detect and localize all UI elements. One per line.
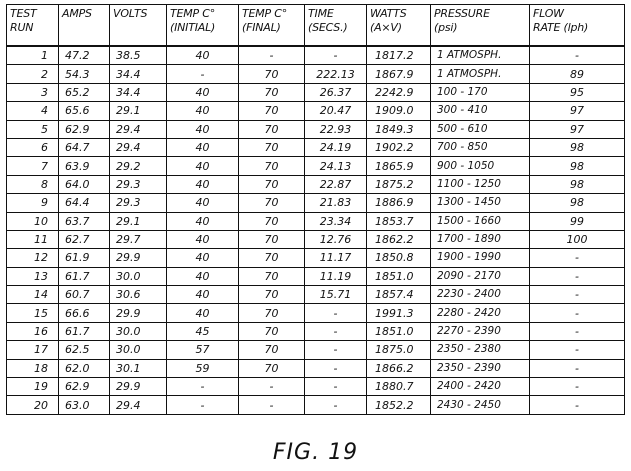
- cell-pressure: 2430 - 2450: [431, 396, 530, 414]
- table-row: [7, 83, 625, 101]
- cell-time: 24.13: [305, 157, 367, 175]
- cell-temp-initial: 40: [167, 249, 239, 267]
- cell-flow-rate: 98: [530, 138, 625, 156]
- cell-flow-rate: 98: [530, 175, 625, 193]
- cell-flow-rate: 95: [530, 83, 625, 101]
- cell-temp-final: 70: [239, 83, 305, 101]
- cell-temp-initial: 57: [167, 341, 239, 359]
- cell-temp-initial: -: [167, 396, 239, 414]
- cell-pressure: 2350 - 2390: [431, 359, 530, 377]
- cell-temp-initial: 40: [167, 46, 239, 65]
- cell-volts: 34.4: [110, 83, 167, 101]
- cell-test-run: 15: [7, 304, 59, 322]
- cell-temp-initial: 40: [167, 120, 239, 138]
- cell-temp-final: 70: [239, 65, 305, 83]
- cell-time: -: [305, 359, 367, 377]
- cell-watts: 1875.0: [367, 341, 431, 359]
- cell-time: 23.34: [305, 212, 367, 230]
- cell-flow-rate: -: [530, 304, 625, 322]
- cell-amps: 65.2: [59, 83, 110, 101]
- header-volts: [110, 5, 167, 47]
- cell-flow-rate: -: [530, 341, 625, 359]
- cell-test-run: 1: [7, 46, 59, 65]
- header-amps: [59, 5, 110, 47]
- header-amps-line1: AMPS: [62, 7, 92, 20]
- cell-amps: 64.0: [59, 175, 110, 193]
- cell-amps: 63.0: [59, 396, 110, 414]
- cell-watts: 1852.2: [367, 396, 431, 414]
- cell-volts: 30.0: [110, 322, 167, 340]
- figure-caption: FIG. 19: [272, 440, 359, 465]
- header-flow-rate-line2: RATE (lph): [533, 21, 589, 34]
- header-time-line1: TIME: [308, 7, 334, 20]
- cell-amps: 62.9: [59, 378, 110, 396]
- header-time: [305, 5, 367, 47]
- cell-volts: 29.4: [110, 120, 167, 138]
- cell-time: -: [305, 396, 367, 414]
- cell-temp-final: 70: [239, 304, 305, 322]
- header-pressure: [431, 5, 530, 47]
- cell-pressure: 2350 - 2380: [431, 341, 530, 359]
- cell-pressure: 1300 - 1450: [431, 194, 530, 212]
- header-test-run: [7, 5, 59, 47]
- cell-amps: 61.7: [59, 322, 110, 340]
- cell-amps: 61.7: [59, 267, 110, 285]
- cell-volts: 30.0: [110, 341, 167, 359]
- cell-flow-rate: 98: [530, 194, 625, 212]
- table-row: [7, 341, 625, 359]
- cell-flow-rate: 99: [530, 212, 625, 230]
- cell-temp-initial: -: [167, 378, 239, 396]
- cell-temp-final: 70: [239, 120, 305, 138]
- cell-temp-final: 70: [239, 249, 305, 267]
- cell-time: 222.13: [305, 65, 367, 83]
- header-watts-line1: WATTS: [370, 7, 407, 20]
- cell-temp-initial: 40: [167, 138, 239, 156]
- cell-temp-final: 70: [239, 157, 305, 175]
- cell-test-run: 7: [7, 157, 59, 175]
- header-temp-initial-line2: (INITIAL): [170, 21, 216, 34]
- cell-test-run: 11: [7, 230, 59, 248]
- table-row: [7, 359, 625, 377]
- cell-watts: 2242.9: [367, 83, 431, 101]
- cell-temp-final: -: [239, 378, 305, 396]
- header-pressure-line1: PRESSURE: [434, 7, 490, 20]
- cell-flow-rate: -: [530, 267, 625, 285]
- cell-test-run: 20: [7, 396, 59, 414]
- cell-pressure: 1 ATMOSPH.: [431, 65, 530, 83]
- cell-temp-final: 70: [239, 230, 305, 248]
- table-row: [7, 396, 625, 414]
- cell-temp-initial: 40: [167, 175, 239, 193]
- header-temp-initial-line1: TEMP C°: [170, 7, 216, 20]
- cell-volts: 30.1: [110, 359, 167, 377]
- cell-temp-initial: 40: [167, 194, 239, 212]
- cell-flow-rate: 89: [530, 65, 625, 83]
- cell-watts: 1817.2: [367, 46, 431, 65]
- table-row: [7, 249, 625, 267]
- cell-watts: 1865.9: [367, 157, 431, 175]
- cell-time: 24.19: [305, 138, 367, 156]
- cell-test-run: 19: [7, 378, 59, 396]
- table-row: [7, 46, 625, 65]
- cell-watts: 1886.9: [367, 194, 431, 212]
- cell-time: 26.37: [305, 83, 367, 101]
- cell-test-run: 4: [7, 102, 59, 120]
- cell-flow-rate: -: [530, 396, 625, 414]
- cell-temp-initial: 40: [167, 212, 239, 230]
- table-body: [7, 46, 625, 414]
- cell-pressure: 2230 - 2400: [431, 286, 530, 304]
- table-row: [7, 267, 625, 285]
- cell-temp-final: 70: [239, 175, 305, 193]
- cell-volts: 34.4: [110, 65, 167, 83]
- cell-volts: 29.4: [110, 138, 167, 156]
- cell-time: 12.76: [305, 230, 367, 248]
- table-row: [7, 378, 625, 396]
- cell-flow-rate: -: [530, 286, 625, 304]
- cell-flow-rate: 97: [530, 102, 625, 120]
- cell-watts: 1851.0: [367, 322, 431, 340]
- header-temp-initial: [167, 5, 239, 47]
- table-row: [7, 65, 625, 83]
- cell-amps: 54.3: [59, 65, 110, 83]
- header-test-run-line2: RUN: [10, 21, 34, 34]
- cell-time: -: [305, 46, 367, 65]
- cell-pressure: 2090 - 2170: [431, 267, 530, 285]
- cell-watts: 1866.2: [367, 359, 431, 377]
- cell-temp-final: 70: [239, 194, 305, 212]
- cell-temp-initial: 40: [167, 267, 239, 285]
- cell-flow-rate: -: [530, 359, 625, 377]
- cell-volts: 29.9: [110, 304, 167, 322]
- cell-pressure: 2400 - 2420: [431, 378, 530, 396]
- cell-test-run: 13: [7, 267, 59, 285]
- cell-watts: 1880.7: [367, 378, 431, 396]
- cell-test-run: 16: [7, 322, 59, 340]
- cell-pressure: 1 ATMOSPH.: [431, 46, 530, 65]
- header-watts: [367, 5, 431, 47]
- cell-temp-final: -: [239, 396, 305, 414]
- cell-pressure: 1500 - 1660: [431, 212, 530, 230]
- table-row: [7, 102, 625, 120]
- cell-test-run: 5: [7, 120, 59, 138]
- cell-flow-rate: 100: [530, 230, 625, 248]
- header-flow-rate-line1: FLOW: [533, 7, 564, 20]
- cell-volts: 29.4: [110, 396, 167, 414]
- cell-flow-rate: -: [530, 322, 625, 340]
- cell-temp-initial: -: [167, 65, 239, 83]
- cell-test-run: 2: [7, 65, 59, 83]
- cell-volts: 30.6: [110, 286, 167, 304]
- cell-amps: 62.7: [59, 230, 110, 248]
- table-row: [7, 157, 625, 175]
- cell-temp-final: 70: [239, 359, 305, 377]
- cell-volts: 29.3: [110, 175, 167, 193]
- cell-watts: 1875.2: [367, 175, 431, 193]
- cell-time: -: [305, 341, 367, 359]
- cell-temp-initial: 40: [167, 102, 239, 120]
- cell-flow-rate: -: [530, 46, 625, 65]
- cell-test-run: 14: [7, 286, 59, 304]
- cell-time: 11.17: [305, 249, 367, 267]
- cell-pressure: 2270 - 2390: [431, 322, 530, 340]
- cell-flow-rate: -: [530, 249, 625, 267]
- cell-flow-rate: -: [530, 378, 625, 396]
- cell-time: 20.47: [305, 102, 367, 120]
- cell-amps: 47.2: [59, 46, 110, 65]
- cell-time: 21.83: [305, 194, 367, 212]
- cell-temp-final: 70: [239, 341, 305, 359]
- cell-amps: 61.9: [59, 249, 110, 267]
- cell-test-run: 10: [7, 212, 59, 230]
- cell-temp-initial: 59: [167, 359, 239, 377]
- cell-test-run: 6: [7, 138, 59, 156]
- header-temp-final-line1: TEMP C°: [242, 7, 288, 20]
- cell-temp-initial: 40: [167, 286, 239, 304]
- cell-time: -: [305, 322, 367, 340]
- cell-test-run: 12: [7, 249, 59, 267]
- cell-volts: 29.9: [110, 378, 167, 396]
- cell-temp-final: 70: [239, 138, 305, 156]
- cell-amps: 60.7: [59, 286, 110, 304]
- cell-temp-final: 70: [239, 267, 305, 285]
- cell-pressure: 300 - 410: [431, 102, 530, 120]
- header-flow-rate: [530, 5, 625, 47]
- table-row: [7, 212, 625, 230]
- cell-watts: 1857.4: [367, 286, 431, 304]
- cell-watts: 1849.3: [367, 120, 431, 138]
- cell-temp-final: 70: [239, 212, 305, 230]
- cell-watts: 1862.2: [367, 230, 431, 248]
- cell-temp-final: -: [239, 46, 305, 65]
- cell-test-run: 3: [7, 83, 59, 101]
- cell-watts: 1991.3: [367, 304, 431, 322]
- cell-amps: 62.5: [59, 341, 110, 359]
- cell-pressure: 700 - 850: [431, 138, 530, 156]
- header-test-run-line1: TEST: [10, 7, 37, 20]
- header-temp-final-line2: (FINAL): [242, 21, 281, 34]
- cell-pressure: 900 - 1050: [431, 157, 530, 175]
- header-time-line2: (SECS.): [308, 21, 348, 34]
- table-row: [7, 304, 625, 322]
- cell-pressure: 1900 - 1990: [431, 249, 530, 267]
- test-results-sheet: [6, 4, 624, 415]
- cell-test-run: 17: [7, 341, 59, 359]
- cell-amps: 66.6: [59, 304, 110, 322]
- cell-amps: 65.6: [59, 102, 110, 120]
- cell-amps: 64.7: [59, 138, 110, 156]
- cell-time: 22.93: [305, 120, 367, 138]
- cell-watts: 1902.2: [367, 138, 431, 156]
- table-row: [7, 175, 625, 193]
- cell-volts: 29.3: [110, 194, 167, 212]
- cell-time: 22.87: [305, 175, 367, 193]
- cell-amps: 62.9: [59, 120, 110, 138]
- header-watts-line2: (A×V): [370, 21, 402, 34]
- header-pressure-line2: (psi): [434, 21, 458, 34]
- cell-volts: 29.2: [110, 157, 167, 175]
- cell-pressure: 100 - 170: [431, 83, 530, 101]
- table-row: [7, 120, 625, 138]
- cell-watts: 1867.9: [367, 65, 431, 83]
- cell-temp-initial: 40: [167, 230, 239, 248]
- cell-volts: 30.0: [110, 267, 167, 285]
- cell-time: -: [305, 304, 367, 322]
- cell-volts: 29.1: [110, 102, 167, 120]
- cell-amps: 64.4: [59, 194, 110, 212]
- cell-watts: 1853.7: [367, 212, 431, 230]
- cell-temp-initial: 40: [167, 83, 239, 101]
- table-row: [7, 322, 625, 340]
- table-row: [7, 194, 625, 212]
- cell-flow-rate: 97: [530, 120, 625, 138]
- cell-pressure: 1100 - 1250: [431, 175, 530, 193]
- cell-temp-final: 70: [239, 322, 305, 340]
- cell-time: 15.71: [305, 286, 367, 304]
- cell-pressure: 500 - 610: [431, 120, 530, 138]
- cell-temp-final: 70: [239, 286, 305, 304]
- cell-watts: 1851.0: [367, 267, 431, 285]
- cell-volts: 29.1: [110, 212, 167, 230]
- table-row: [7, 230, 625, 248]
- cell-volts: 38.5: [110, 46, 167, 65]
- cell-volts: 29.7: [110, 230, 167, 248]
- table-row: [7, 286, 625, 304]
- cell-amps: 63.9: [59, 157, 110, 175]
- cell-temp-final: 70: [239, 102, 305, 120]
- cell-test-run: 18: [7, 359, 59, 377]
- cell-temp-initial: 45: [167, 322, 239, 340]
- cell-watts: 1909.0: [367, 102, 431, 120]
- cell-temp-initial: 40: [167, 157, 239, 175]
- cell-flow-rate: 98: [530, 157, 625, 175]
- header-temp-final: [239, 5, 305, 47]
- cell-volts: 29.9: [110, 249, 167, 267]
- cell-test-run: 8: [7, 175, 59, 193]
- cell-pressure: 1700 - 1890: [431, 230, 530, 248]
- cell-pressure: 2280 - 2420: [431, 304, 530, 322]
- cell-amps: 63.7: [59, 212, 110, 230]
- cell-amps: 62.0: [59, 359, 110, 377]
- cell-watts: 1850.8: [367, 249, 431, 267]
- table-row: [7, 138, 625, 156]
- test-results-table: [6, 4, 625, 415]
- cell-time: -: [305, 378, 367, 396]
- cell-time: 11.19: [305, 267, 367, 285]
- cell-test-run: 9: [7, 194, 59, 212]
- header-row: [7, 5, 625, 47]
- cell-temp-initial: 40: [167, 304, 239, 322]
- header-volts-line1: VOLTS: [113, 7, 148, 20]
